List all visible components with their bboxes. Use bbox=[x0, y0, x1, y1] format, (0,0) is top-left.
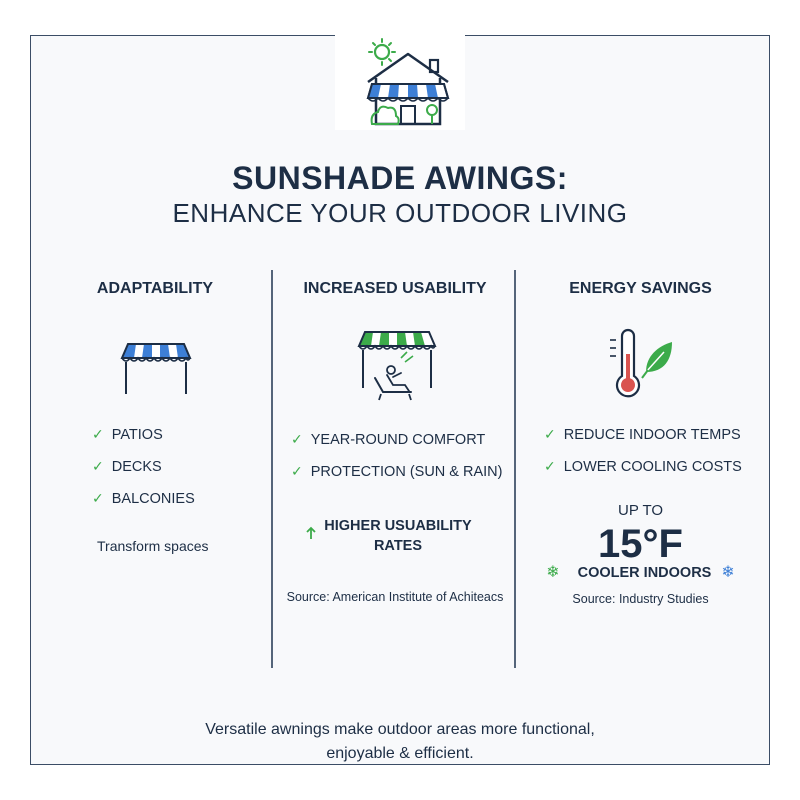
stat-label-row: ❄ COOLER INDOORS ❄ bbox=[546, 564, 735, 581]
list-item: ✓ PROTECTION (SUN & RAIN) bbox=[291, 463, 503, 480]
column-heading: ENERGY SAVINGS bbox=[569, 280, 712, 297]
up-arrow-icon bbox=[305, 526, 317, 540]
list-item: ✓ PATIOS bbox=[92, 426, 163, 443]
check-icon: ✓ bbox=[291, 431, 303, 447]
awning-icon bbox=[120, 340, 192, 396]
house-badge bbox=[335, 12, 465, 130]
thermometer-leaf-icon bbox=[606, 328, 676, 402]
list-item: ✓ DECKS bbox=[92, 458, 162, 475]
page-title: SUNSHADE AWINGS: bbox=[232, 160, 568, 196]
list-item: ✓ LOWER COOLING COSTS bbox=[544, 458, 742, 475]
list-item: ✓ BALCONIES bbox=[92, 490, 195, 507]
column-note: Transform spaces bbox=[97, 538, 209, 554]
snowflake-icon: ❄ bbox=[546, 564, 560, 581]
column-energy-savings bbox=[518, 270, 763, 670]
snowflake-icon: ❄ bbox=[721, 564, 735, 581]
check-icon: ✓ bbox=[291, 463, 303, 479]
column-increased-usability bbox=[275, 270, 515, 670]
check-icon: ✓ bbox=[544, 426, 556, 442]
stat-prefix: UP TO bbox=[617, 502, 664, 519]
stat-value: 15°F bbox=[598, 522, 683, 566]
column-heading: INCREASED USABILITY bbox=[303, 280, 487, 297]
footer-caption: Versatile awnings make outdoor areas more functional, enjoyable & efficient. bbox=[205, 721, 595, 762]
feature-list bbox=[544, 418, 789, 482]
lounger-under-awning-icon bbox=[357, 328, 437, 404]
check-icon: ✓ bbox=[92, 490, 104, 506]
column-heading: ADAPTABILITY bbox=[96, 280, 214, 297]
check-icon: ✓ bbox=[544, 458, 556, 474]
source-citation: Source: Industry Studies bbox=[572, 592, 709, 606]
feature-list bbox=[291, 423, 531, 487]
column-divider bbox=[271, 270, 273, 668]
check-icon: ✓ bbox=[92, 426, 104, 442]
usability-highlight: HIGHER USUABILITY RATES bbox=[324, 518, 472, 554]
column-divider bbox=[514, 270, 516, 668]
house-with-awning-icon bbox=[350, 12, 450, 130]
page-subtitle: ENHANCE YOUR OUTDOOR LIVING bbox=[172, 198, 628, 228]
column-adaptability bbox=[40, 270, 270, 670]
list-item: ✓ YEAR-ROUND COMFORT bbox=[291, 431, 486, 448]
source-citation: Source: American Institute of Achiteacs bbox=[286, 590, 504, 604]
list-item: ✓ REDUCE INDOOR TEMPS bbox=[544, 426, 741, 443]
check-icon: ✓ bbox=[92, 458, 104, 474]
